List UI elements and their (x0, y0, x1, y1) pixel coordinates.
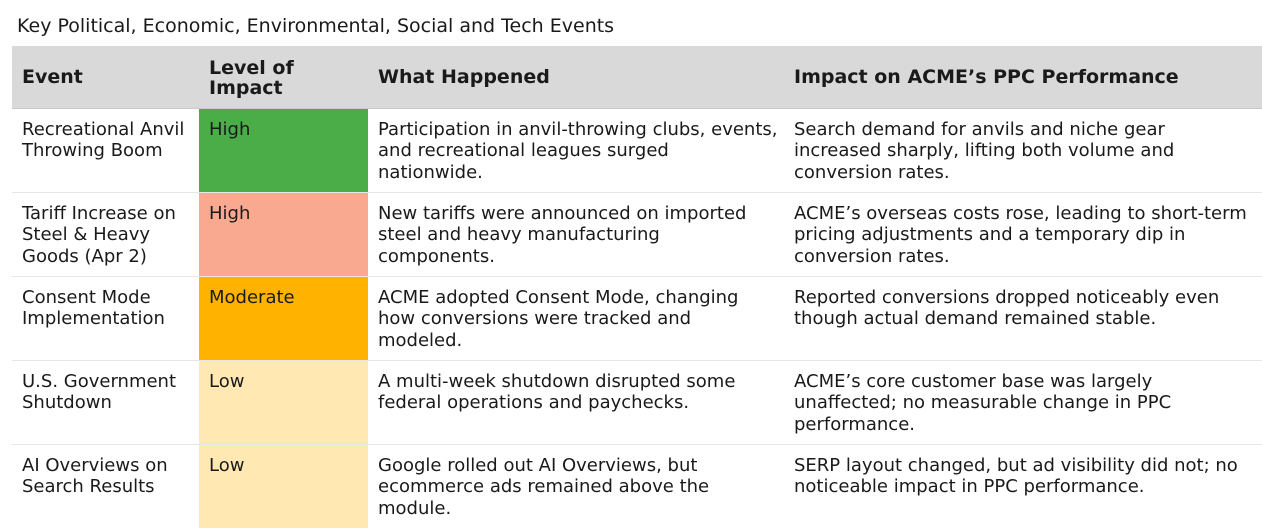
impact-cell: Search demand for anvils and niche gear increased sharply, lifting both volume and conversion rates. (784, 108, 1262, 192)
impact-cell: SERP layout changed, but ad visibility did not; no noticeable impact in PPC performance. (794, 454, 1238, 497)
level-cell-low: Low (199, 444, 368, 528)
level-cell-high: High (199, 192, 368, 276)
header-level-of-impact: Level of Impact (199, 46, 368, 108)
level-cell-high: High (199, 108, 368, 192)
what-happened-cell: Participation in anvil-throwing clubs, events, and recreational leagues surged nationwide. (368, 108, 784, 192)
what-happened-cell: ACME adopted Consent Mode, changing how conversions were tracked and modeled. (368, 276, 784, 360)
event-cell: AI Overviews on Search Results (22, 454, 168, 497)
events-table (12, 46, 1262, 528)
what-happened-cell: Google rolled out AI Overviews, but ecommerce ads remained above the module. (378, 454, 710, 519)
level-cell-moderate: Moderate (199, 276, 368, 360)
table-row (12, 192, 1262, 276)
table-row (12, 444, 1262, 528)
what-happened-cell: A multi-week shutdown disrupted some federal operations and paychecks. (368, 360, 784, 444)
impact-cell: Reported conversions dropped noticeably even though actual demand remained stable. (784, 276, 1262, 360)
level-cell-low: Low (199, 360, 368, 444)
table-header-row (12, 46, 1262, 108)
header-impact-on-ppc: Impact on ACME’s PPC Performance (784, 46, 1262, 108)
event-cell: Consent Mode Implementation (12, 276, 199, 360)
event-cell: Recreational Anvil Throwing Boom (12, 108, 199, 192)
table-row (12, 276, 1262, 360)
event-cell: Tariff Increase on Steel & Heavy Goods (Apr 2) (12, 192, 199, 276)
document-title: Key Political, Economic, Environmental, Social and Tech Events (17, 15, 615, 37)
header-what-happened: What Happened (368, 46, 784, 108)
table-row (12, 360, 1262, 444)
header-event: Event (12, 46, 199, 108)
what-happened-cell: New tariffs were announced on imported steel and heavy manufacturing components. (368, 192, 784, 276)
impact-cell: ACME’s overseas costs rose, leading to short-term pricing adjustments and a temporary dip in conversion rates. (784, 192, 1262, 276)
event-cell: U.S. Government Shutdown (12, 360, 199, 444)
table-row (12, 108, 1262, 192)
impact-cell: ACME’s core customer base was largely unaffected; no measurable change in PPC performance. (784, 360, 1262, 444)
